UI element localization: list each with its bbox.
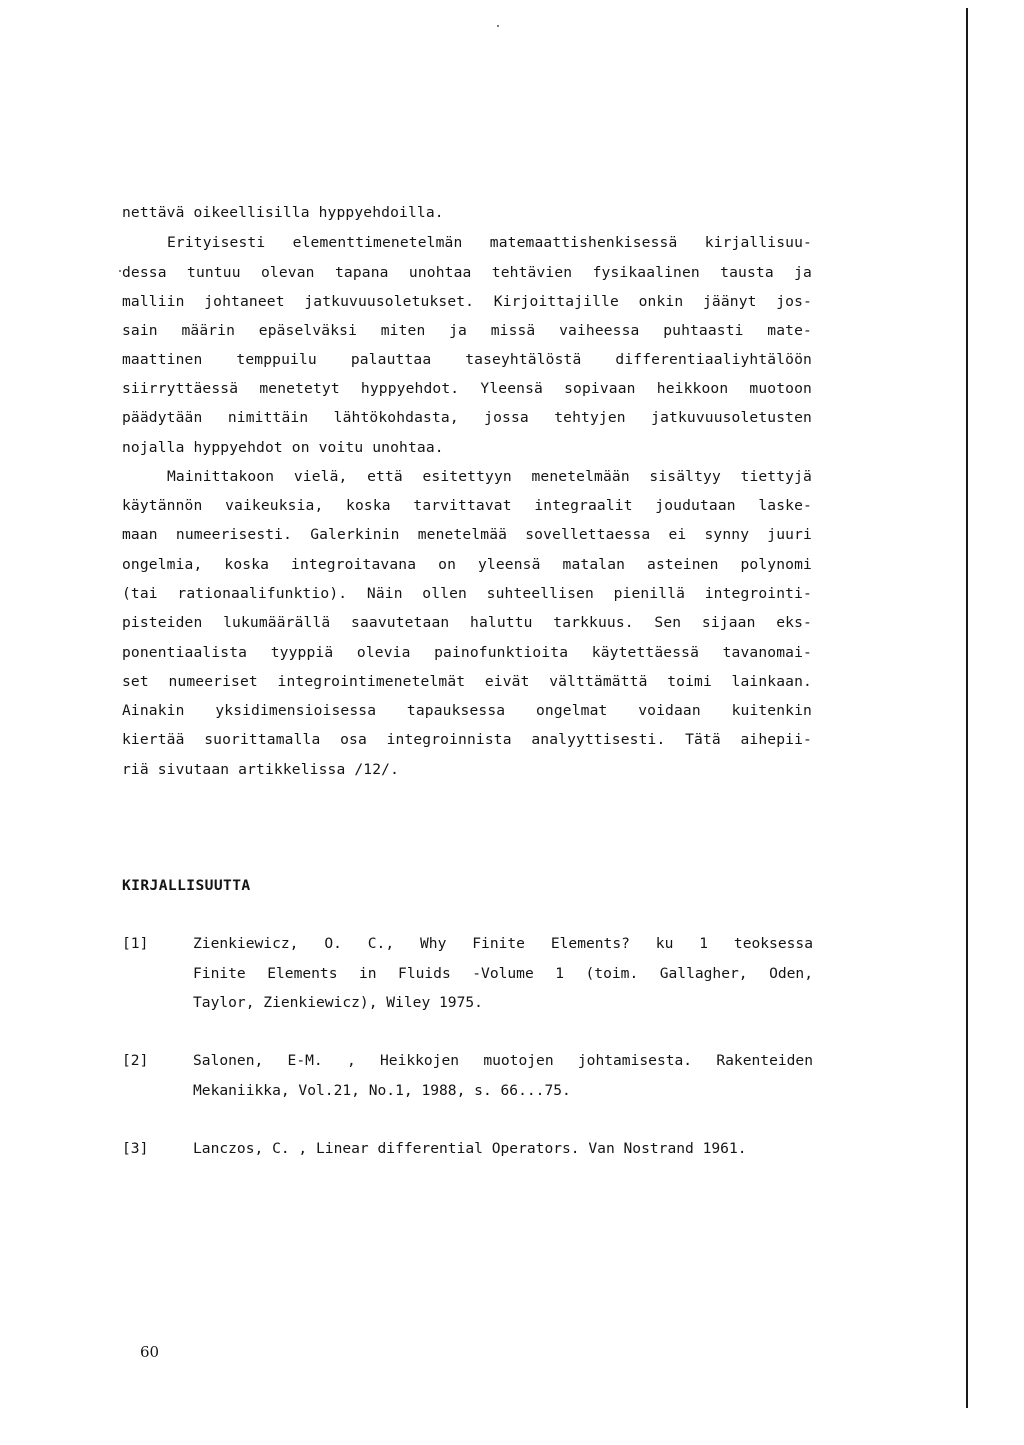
- body-line: pisteiden lukumäärällä saavutetaan haluttu tarkkuus. Sen sijaan eks-: [122, 614, 812, 631]
- body-line: riä sivutaan artikkelissa /12/.: [122, 761, 400, 778]
- body-line: nettävä oikeellisilla hyppyehdoilla.: [122, 204, 444, 221]
- body-line: dessa tuntuu olevan tapana unohtaa tehtävien fysikaalinen tausta ja: [122, 264, 812, 281]
- reference-number: [1]: [122, 935, 149, 952]
- page-edge-line: [966, 8, 968, 1408]
- body-line: maan numeerisesti. Galerkinin menetelmää sovellettaessa ei synny juuri: [122, 526, 812, 543]
- body-line: (tai rationaalifunktio). Näin ollen suhteellisen pienillä integrointi-: [122, 585, 812, 602]
- body-line: set numeeriset integrointimenetelmät eivät välttämättä toimi lainkaan.: [122, 673, 812, 690]
- reference-number: [2]: [122, 1052, 149, 1069]
- body-line: kiertää suorittamalla osa integroinnista analyyttisesti. Tätä aihepii-: [122, 731, 812, 748]
- body-line: maattinen temppuilu palauttaa taseyhtälöstä differentiaaliyhtälöön: [122, 351, 812, 368]
- reference-line: Taylor, Zienkiewicz), Wiley 1975.: [193, 994, 483, 1011]
- page-number: 60: [140, 1343, 160, 1361]
- body-line: malliin johtaneet jatkuvuusoletukset. Kirjoittajille onkin jäänyt jos-: [122, 293, 812, 310]
- body-line: siirryttäessä menetetyt hyppyehdot. Yleensä sopivaan heikkoon muotoon: [122, 380, 812, 397]
- body-line: käytännön vaikeuksia, koska tarvittavat integraalit joudutaan laske-: [122, 497, 812, 514]
- body-line: ongelmia, koska integroitavana on yleensä matalan asteinen polynomi: [122, 556, 812, 573]
- body-line: päädytään nimittäin lähtökohdasta, jossa tehtyjen jatkuvuusoletusten: [122, 409, 812, 426]
- reference-line: Zienkiewicz, O. C., Why Finite Elements? ku 1 teoksessa: [193, 935, 813, 952]
- reference-line: Finite Elements in Fluids -Volume 1 (toim. Gallagher, Oden,: [193, 965, 813, 982]
- scan-speck: [119, 270, 121, 272]
- body-line: ponentiaalista tyyppiä olevia painofunktioita käytettäessä tavanomai-: [122, 644, 812, 661]
- body-line: sain määrin epäselväksi miten ja missä vaiheessa puhtaasti mate-: [122, 322, 812, 339]
- body-line: Ainakin yksidimensioisessa tapauksessa ongelmat voidaan kuitenkin: [122, 702, 812, 719]
- body-line: Erityisesti elementtimenetelmän matemaattishenkisessä kirjallisuu-: [167, 234, 812, 251]
- scan-speck: [497, 25, 499, 27]
- body-line: Mainittakoon vielä, että esitettyyn menetelmään sisältyy tiettyjä: [167, 468, 812, 485]
- body-line: nojalla hyppyehdot on voitu unohtaa.: [122, 439, 444, 456]
- references-heading: KIRJALLISUUTTA: [122, 877, 251, 894]
- reference-number: [3]: [122, 1140, 149, 1157]
- reference-line: Mekaniikka, Vol.21, No.1, 1988, s. 66...75.: [193, 1082, 571, 1099]
- reference-line: Salonen, E-M. , Heikkojen muotojen johtamisesta. Rakenteiden: [193, 1052, 813, 1069]
- reference-line: Lanczos, C. , Linear differential Operators. Van Nostrand 1961.: [193, 1140, 747, 1157]
